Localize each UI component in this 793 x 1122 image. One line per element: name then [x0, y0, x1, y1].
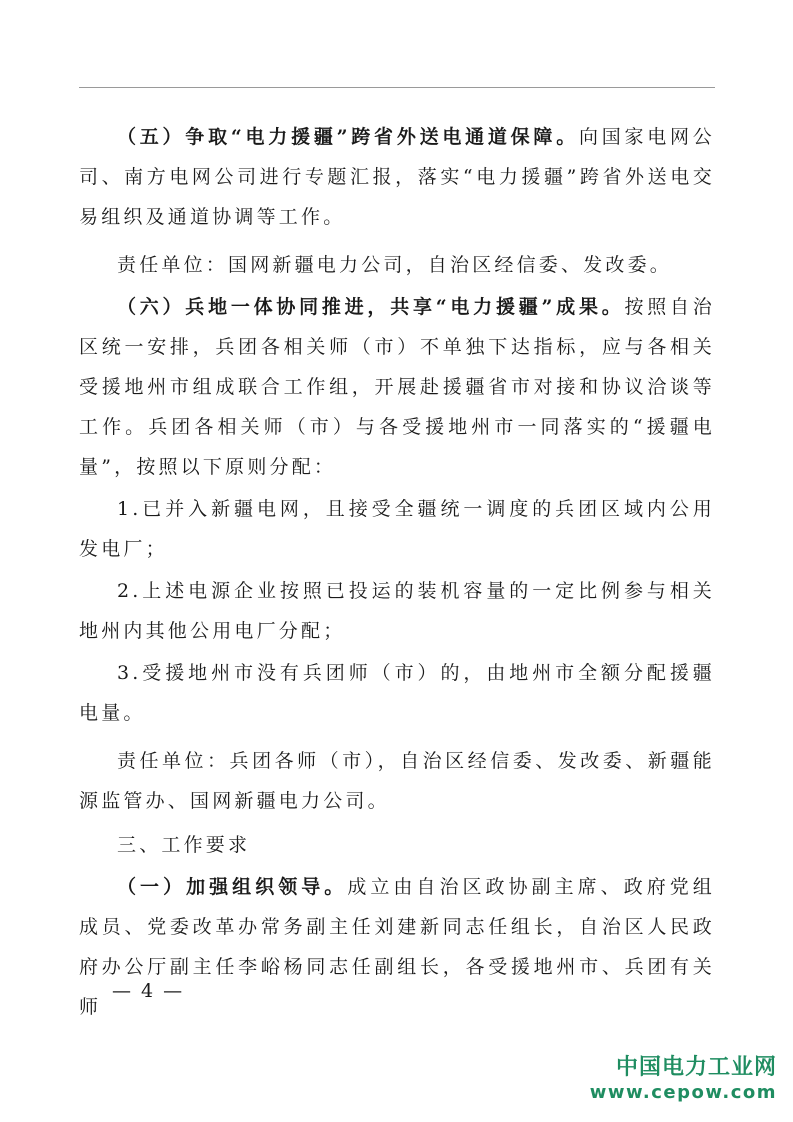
rule-item-3: 3.受援地州市没有兵团师（市）的，由地州市全额分配援疆电量。 [79, 662, 715, 724]
header-rule [79, 87, 715, 88]
rule-item-1: 1.已并入新疆电网，且接受全疆统一调度的兵团区域内公用发电厂； [79, 498, 715, 560]
watermark-site-url: www.cepow.com [589, 1082, 777, 1103]
rule-item-2: 2.上述电源企业按照已投运的装机容量的一定比例参与相关地州内其他公用电厂分配； [79, 580, 715, 642]
section5-lead: （五）争取“电力援疆”跨省外送电通道保障。 [117, 126, 579, 148]
section3-1-lead: （一）加强组织领导。 [117, 876, 348, 898]
paragraph-section6-responsibility: 责任单位：兵团各师（市），自治区经信委、发改委、新疆能源监管办、国网新疆电力公司。 [79, 750, 715, 812]
page-number: — 4 — [112, 980, 185, 1002]
section3-heading: 三、工作要求 [117, 834, 251, 856]
section3-1-body: 成立由自治区政协副主席、政府党组成员、党委改革办常务副主任刘建新同志任组长，自治区人民政府办公厅副主任李峪杨同志任副组长，各受援地州市、兵团有关师 [79, 876, 715, 1018]
document-body [79, 117, 715, 1027]
paragraph-section3-1 [79, 867, 715, 1027]
watermark-site-name: 中国电力工业网 [615, 1055, 777, 1080]
paragraph-section5-responsibility: 责任单位：国网新疆电力公司，自治区经信委、发改委。 [117, 254, 673, 276]
paragraph-section6 [79, 287, 715, 487]
section6-lead: （六）兵地一体协同推进，共享“电力援疆”成果。 [117, 296, 625, 318]
paragraph-section5 [79, 117, 715, 237]
section5-body: 向国家电网公司、南方电网公司进行专题汇报，落实“电力援疆”跨省外送电交易组织及通道协调等工作。 [79, 126, 716, 228]
section6-body: 按照自治区统一安排，兵团各相关师（市）不单独下达指标，应与各相关受援地州市组成联合工作组，开展赴援疆省市对接和协议洽谈等工作。兵团各相关师（市）与各受援地州市一同落实的“援疆电量”，按照以下原则分配： [79, 296, 715, 478]
